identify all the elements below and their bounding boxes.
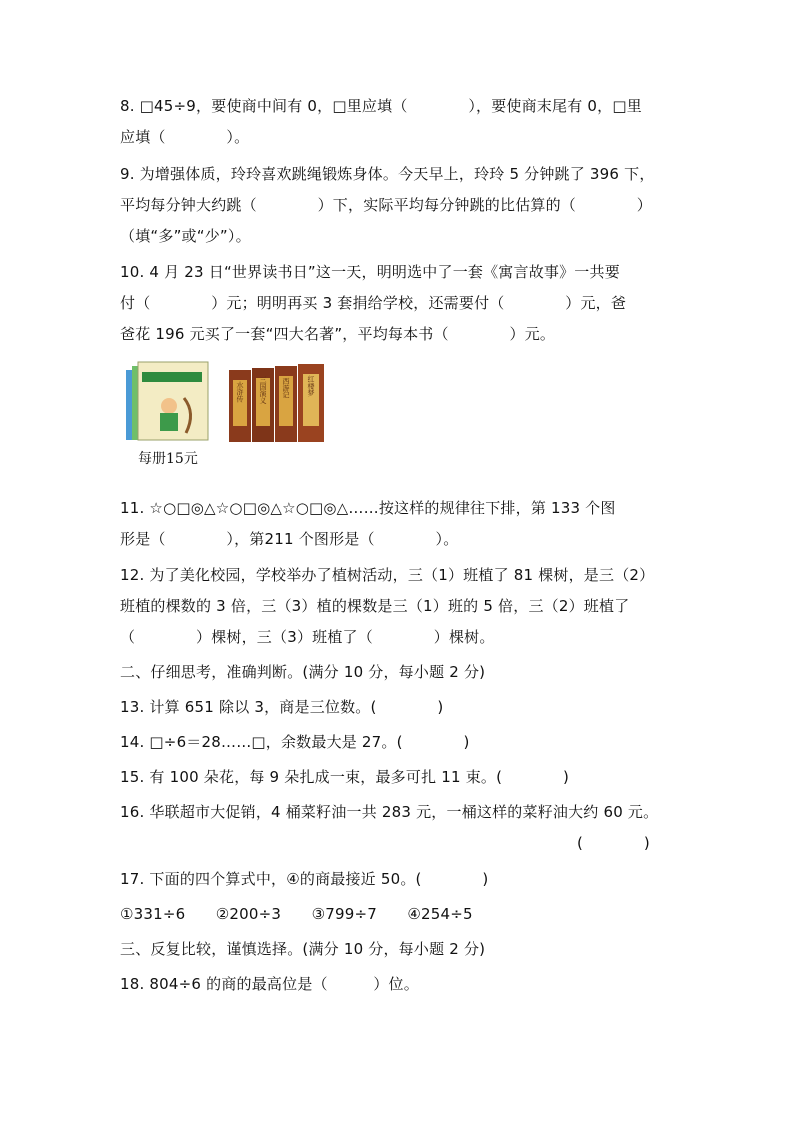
q10-line3: 爸花 196 元买了一套“四大名著”，平均每本书（ ）元。: [120, 325, 556, 343]
spine-title-4: 红楼梦: [307, 375, 315, 397]
q9-line3: （填“多”或“少”）。: [120, 227, 251, 245]
q10-line2: 付（ ）元；明明再买 3 套捐给学校，还需要付（ ）元，爸: [120, 294, 627, 312]
q15: 15. 有 100 朵花，每 9 朵扎成一束，最多可扎 11 束。( ): [120, 768, 569, 786]
q16-line1: 16. 华联超市大促销，4 桶菜籽油一共 283 元，一桶这样的菜籽油大约 60 元。: [120, 803, 659, 821]
spine-title-2: 三国演义: [259, 376, 267, 404]
q10-line1: 10. 4 月 23 日“世界读书日”这一天，明明选中了一套《寓言故事》一共要: [120, 263, 620, 281]
q18: 18. 804÷6 的商的最高位是（ ）位。: [120, 975, 419, 993]
q9-line1: 9. 为增强体质，玲玲喜欢跳绳锻炼身体。今天早上，玲玲 5 分钟跳了 396 下，: [120, 165, 655, 183]
q11-line1: 11. ☆○□◎△☆○□◎△☆○□◎△……按这样的规律往下排，第 133 个图: [120, 499, 616, 517]
q13: 13. 计算 651 除以 3，商是三位数。( ): [120, 698, 444, 716]
q14: 14. □÷6＝28……□，余数最大是 27。( ): [120, 733, 470, 751]
fable-book-price-caption: 每册15元: [138, 451, 198, 467]
q12-line1: 12. 为了美化校园，学校举办了植树活动，三（1）班植了 81 棵树，是三（2）: [120, 566, 655, 584]
fable-book-title-band: [142, 372, 202, 382]
q12-line3: （ ）棵树，三（3）班植了（ ）棵树。: [120, 628, 495, 646]
q8-line2: 应填（ ）。: [120, 128, 250, 146]
spine-title-1: 水浒传: [236, 381, 244, 403]
fable-book-figure-body: [160, 413, 178, 431]
q9-line2: 平均每分钟大约跳（ ）下，实际平均每分钟跳的比估算的（ ）: [120, 196, 653, 214]
section2-heading: 二、仔细思考，准确判断。(满分 10 分，每小题 2 分): [120, 663, 486, 681]
q8-line1: 8. □45÷9，要使商中间有 0，□里应填（ ），要使商末尾有 0，□里: [120, 97, 642, 115]
q12-line2: 班植的棵数的 3 倍，三（3）植的棵数是三（1）班的 5 倍，三（2）班植了: [120, 597, 630, 615]
section3-heading: 三、反复比较，谨慎选择。(满分 10 分，每小题 2 分): [120, 940, 486, 958]
q17-options: ①331÷6 ②200÷3 ③799÷7 ④254÷5: [120, 905, 473, 923]
q16-answer-bracket: ( ): [577, 834, 650, 852]
spine-title-3: 西游记: [282, 377, 290, 399]
q17: 17. 下面的四个算式中，④的商最接近 50。( ): [120, 870, 489, 888]
four-classics-set: [229, 364, 324, 442]
fable-book-figure-head: [161, 398, 177, 414]
q11-line2: 形是（ ），第211 个图形是（ ）。: [120, 530, 459, 548]
